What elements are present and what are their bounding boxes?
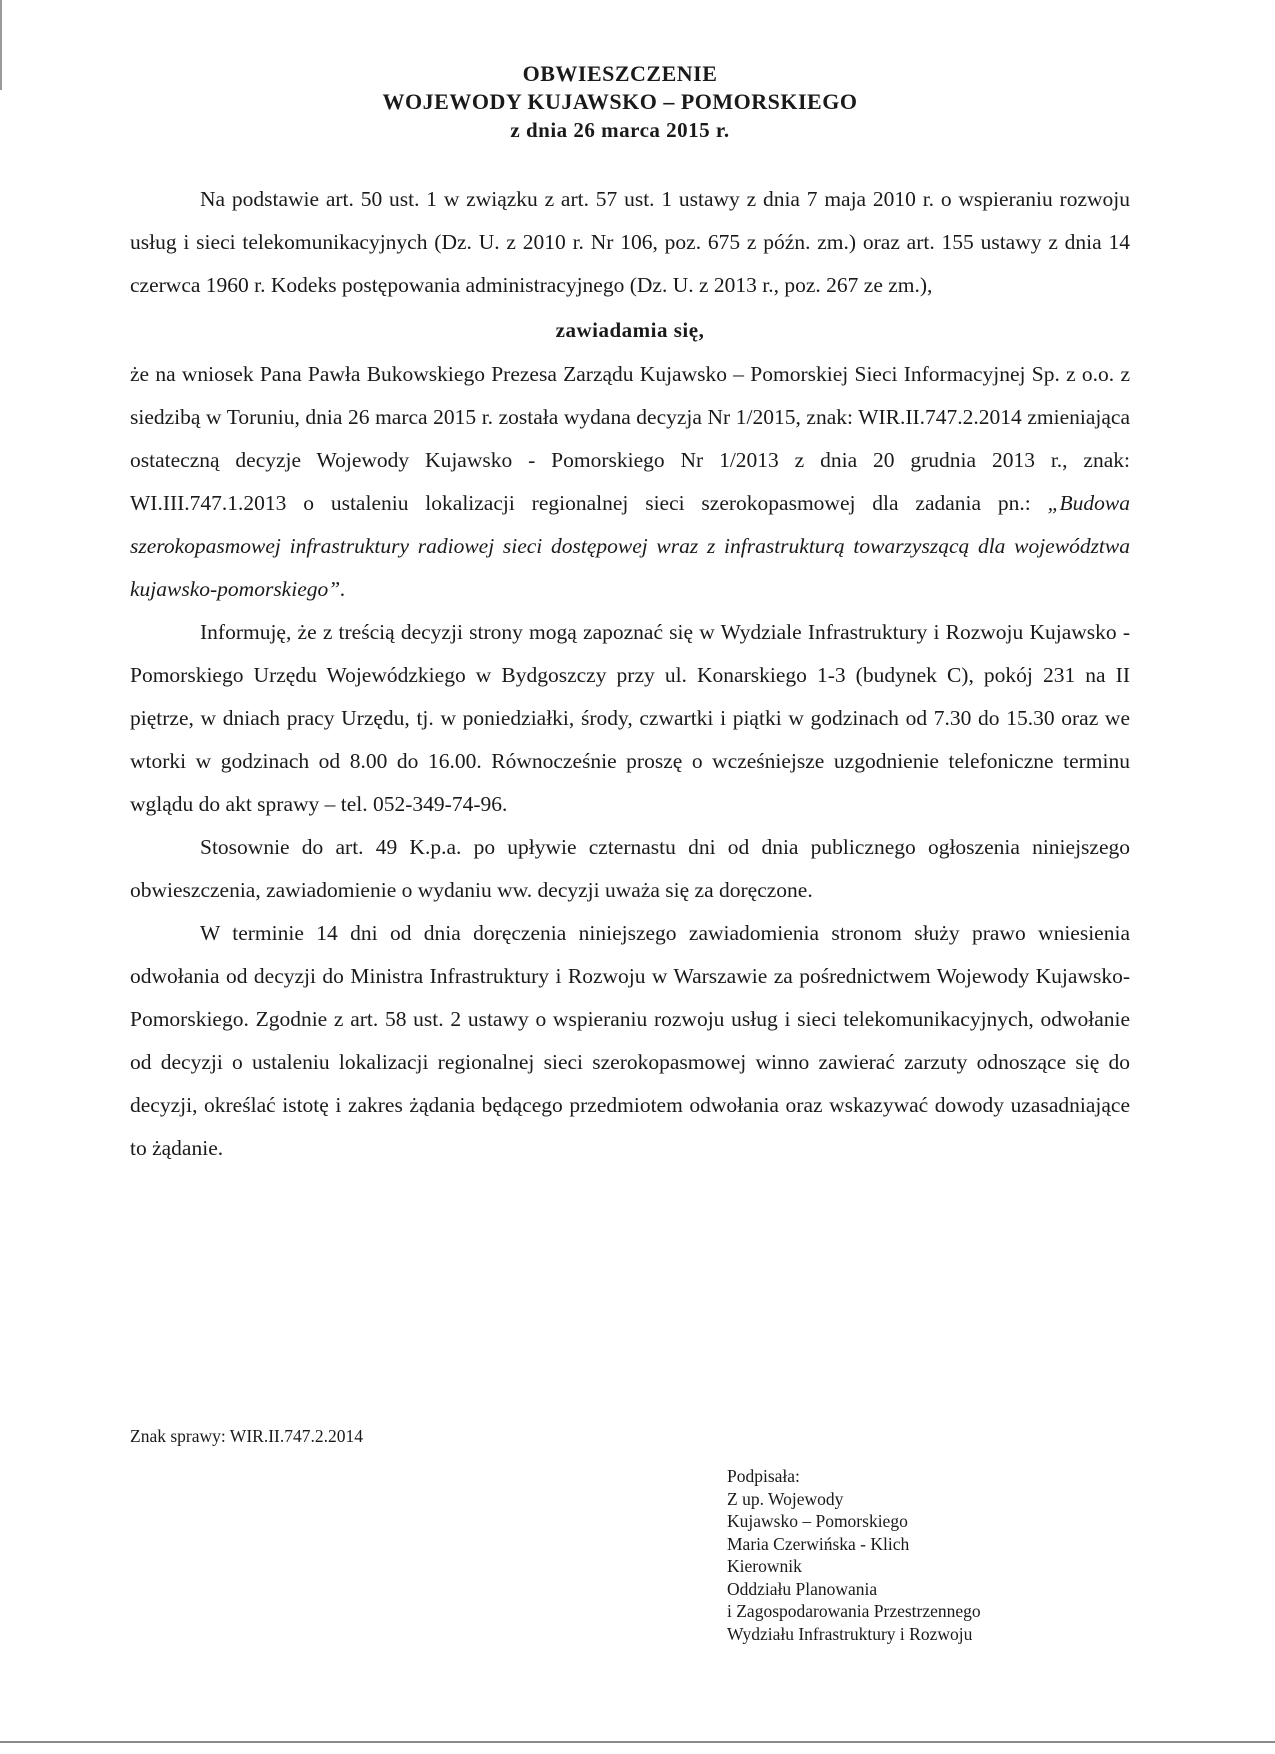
- signature-line: Podpisała:: [727, 1466, 800, 1486]
- appeal-paragraph: W terminie 14 dni od dnia doręczenia niniejszego zawiadomienia stronom służy prawo wniesienia odwołania od decyzji do Ministra Infrastruktury i Rozwoju w Warszawie za pośrednictwem Wojewody Kujawsko-Pomorskiego. Zgodnie z art. 58 ust. 2 ustawy o wspieraniu rozwoju usług i sieci telekomunikacyjnych, odwołanie od decyzji o ustaleniu lokalizacji regionalnej sieci szerokopasmowej winno zawierać zarzuty odnoszące się do decyzji, określać istotę i zakres żądania będącego przedmiotem odwołania oraz wskazywać dowody uzasadniające to żądanie.: [130, 921, 1130, 1160]
- header-issuer: WOJEWODY KUJAWSKO – POMORSKIEGO: [382, 89, 858, 114]
- signature-line: Maria Czerwińska - Klich: [727, 1533, 910, 1554]
- info-paragraph: Informuję, że z treścią decyzji strony mogą zapoznać się w Wydziale Infrastruktury i Rozwoju Kujawsko - Pomorskiego Urzędu Wojewódzkiego w Bydgoszczy przy ul. Konarskiego 1-3 (budynek C), pokój 231 na II piętrze, w dniach pracy Urzędu, tj. w poniedziałki, środy, czwartki i piątki w godzinach od 7.30 do 15.30 oraz we wtorki w godzinach od 8.00 do 16.00. Równocześnie proszę o wcześniejsze uzgodnienie telefoniczne terminu wglądu do akt sprawy – tel. 052-349-74-96.: [130, 620, 1130, 816]
- decision-text: że na wniosek Pana Pawła Bukowskiego Prezesa Zarządu Kujawsko – Pomorskiej Sieci Informacyjnej Sp. z o.o. z siedzibą w Toruniu, dnia 26 marca 2015 r. została wydana decyzja Nr 1/2015, znak: WIR.II.747.2.2014 zmieniająca ostateczną decyzje Wojewody Kujawsko - Pomorskiego Nr 1/2013 z dnia 20 grudnia 2013 r., znak: WI.III.747.1.2013 o ustaleniu lokalizacji regionalnej sieci szerokopasmowej dla zadania pn.:: [130, 362, 1130, 515]
- signature-line: i Zagospodarowania Przestrzennego: [727, 1601, 981, 1621]
- signature-block: [727, 1465, 1147, 1645]
- case-reference: Znak sprawy: WIR.II.747.2.2014: [130, 1426, 363, 1446]
- legal-basis-paragraph: Na podstawie art. 50 ust. 1 w związku z art. 57 ust. 1 ustawy z dnia 7 maja 2010 r. o wspieraniu rozwoju usług i sieci telekomunikacyjnych (Dz. U. z 2010 r. Nr 106, poz. 675 z późn. zm.) oraz art. 155 ustawy z dnia 14 czerwca 1960 r. Kodeks postępowania administracyjnego (Dz. U. z 2013 r., poz. 267 ze zm.),: [130, 187, 1130, 297]
- notice-heading: zawiadamia się,: [555, 318, 705, 342]
- decision-paragraph: [130, 353, 1130, 611]
- header-title: OBWIESZCZENIE: [522, 61, 718, 86]
- delivery-paragraph: Stosownie do art. 49 K.p.a. po upływie czternastu dni od dnia publicznego ogłoszenia niniejszego obwieszczenia, zawiadomienie o wydaniu ww. decyzji uważa się za doręczone.: [130, 835, 1130, 902]
- signature-line: Oddziału Planowania: [727, 1578, 878, 1599]
- scan-edge-mark: [0, 0, 2, 90]
- signature-line: Kujawsko – Pomorskiego: [727, 1511, 908, 1531]
- scan-bottom-edge-mark: [0, 1741, 1275, 1743]
- document-body: [130, 178, 1130, 1170]
- signature-line: Z up. Wojewody: [727, 1488, 844, 1509]
- signature-line: Kierownik: [727, 1556, 802, 1576]
- signature-line: Wydziału Infrastruktury i Rozwoju: [727, 1623, 973, 1644]
- document-header: [300, 60, 940, 144]
- header-date: z dnia 26 marca 2015 r.: [510, 118, 730, 142]
- decision-title: „Budowa szerokopasmowej infrastruktury radiowej sieci dostępowej wraz z infrastrukturą towarzyszącą dla województwa kujawsko-pomorskiego”.: [130, 491, 1130, 601]
